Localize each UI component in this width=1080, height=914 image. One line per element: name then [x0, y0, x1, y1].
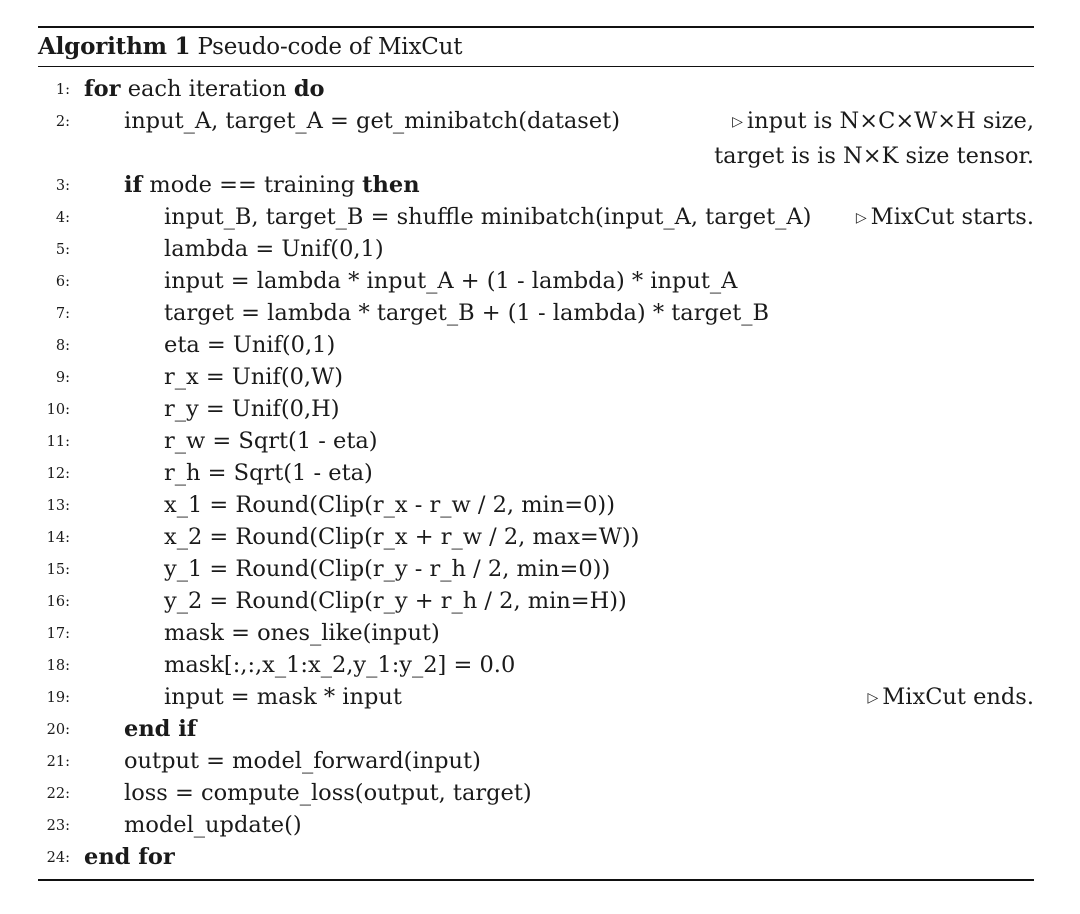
algorithm-line: [38, 265, 1034, 297]
algorithm-line: [38, 297, 1034, 329]
algorithm-caption: [38, 28, 1034, 66]
line-code: [164, 489, 615, 521]
keyword: if: [124, 172, 143, 198]
algorithm-line: [38, 329, 1034, 361]
code-text: input = mask * input: [164, 684, 402, 710]
code-text: r_w = Sqrt(1 - eta): [164, 428, 378, 454]
line-code: [164, 329, 335, 361]
code-text: r_h = Sqrt(1 - eta): [164, 460, 373, 486]
line-number: 24:: [46, 850, 70, 866]
algorithm-line: [38, 745, 1034, 777]
code-text: x_1 = Round(Clip(r_x - r_w / 2, min=0)): [164, 492, 615, 518]
code-text: r_x = Unif(0,W): [164, 364, 343, 390]
code-text: mode == training: [142, 172, 363, 198]
algorithm-line: [38, 393, 1034, 425]
code-text: r_y = Unif(0,H): [164, 396, 340, 422]
line-code: [164, 585, 627, 617]
code-text: x_2 = Round(Clip(r_x + r_w / 2, max=W)): [164, 524, 640, 550]
line-number: 1:: [55, 82, 70, 98]
comment-line: [867, 681, 1034, 716]
algorithm-line: [38, 809, 1034, 841]
line-number: 20:: [46, 722, 70, 738]
line-number: 6:: [55, 274, 70, 290]
line-code: [124, 713, 196, 745]
comment-triangle-icon: ▷: [732, 114, 743, 130]
line-code: [84, 841, 175, 873]
line-number: 16:: [46, 594, 70, 610]
line-number: 14:: [46, 530, 70, 546]
algorithm-line: [38, 617, 1034, 649]
algorithm-line: [38, 489, 1034, 521]
algorithm-label: Algorithm 1: [38, 33, 191, 60]
line-code: [84, 73, 325, 105]
line-code: [164, 521, 639, 553]
comment-triangle-icon: ▷: [867, 690, 879, 706]
code-text: target = lambda * target_B + (1 - lambda) * target_B: [164, 300, 770, 326]
line-number: 23:: [46, 818, 70, 834]
keyword: then: [362, 172, 420, 198]
code-text: y_1 = Round(Clip(r_y - r_h / 2, min=0)): [164, 556, 611, 582]
line-number: 8:: [55, 338, 70, 354]
line-number: 3:: [55, 178, 70, 194]
line-comment: [867, 681, 1034, 716]
code-text: mask = ones_like(input): [164, 620, 440, 646]
code-text: input_B, target_B = shuffle minibatch(input_A, target_A): [164, 204, 812, 230]
line-number: 13:: [46, 498, 70, 514]
line-number: 9:: [55, 370, 70, 386]
line-number: 4:: [55, 210, 70, 226]
algorithm-block: [38, 26, 1034, 881]
line-number: 2:: [55, 114, 70, 130]
line-number: 5:: [55, 242, 70, 258]
code-text: each iteration: [120, 76, 294, 102]
comment-line: [714, 140, 1034, 172]
algorithm-line: [38, 521, 1034, 553]
algorithm-line: [38, 777, 1034, 809]
code-text: input_A, target_A = get_minibatch(dataset): [124, 108, 620, 134]
line-code: [164, 681, 402, 713]
comment-triangle-icon: ▷: [855, 210, 867, 226]
line-code: [164, 233, 384, 265]
comment-text: target is is N×K size tensor.: [714, 143, 1034, 169]
code-text: lambda = Unif(0,1): [164, 236, 384, 262]
code-text: eta = Unif(0,1): [164, 332, 336, 358]
line-code: [124, 169, 420, 201]
line-number: 22:: [46, 786, 70, 802]
algorithm-line: [38, 425, 1034, 457]
code-text: model_update(): [124, 812, 302, 838]
line-number: 18:: [46, 658, 70, 674]
line-code: [164, 425, 378, 457]
line-comment: [856, 201, 1034, 236]
line-code: [164, 265, 737, 297]
line-code: [164, 297, 769, 329]
algorithm-lines: [38, 67, 1034, 873]
algorithm-line: [38, 649, 1034, 681]
algorithm-line: [38, 713, 1034, 745]
code-text: mask[:,:,x_1:x_2,y_1:y_2] = 0.0: [164, 652, 516, 678]
comment-text: MixCut starts.: [870, 204, 1034, 230]
code-text: y_2 = Round(Clip(r_y + r_h / 2, min=H)): [164, 588, 627, 614]
algorithm-line: [38, 681, 1034, 713]
line-number: 17:: [46, 626, 70, 642]
line-number: 11:: [46, 434, 70, 450]
algorithm-line: [38, 841, 1034, 873]
line-comment: [714, 105, 1034, 172]
line-number: 10:: [46, 402, 70, 418]
line-code: [164, 361, 343, 393]
line-number: 7:: [55, 306, 70, 322]
code-text: output = model_forward(input): [124, 748, 481, 774]
line-code: [164, 393, 340, 425]
algorithm-line: [38, 105, 1034, 169]
algorithm-line: [38, 169, 1034, 201]
comment-text: MixCut ends.: [882, 684, 1034, 710]
line-code: [124, 105, 620, 137]
line-number: 12:: [46, 466, 70, 482]
line-code: [164, 457, 373, 489]
comment-text: input is N×C×W×H size,: [746, 108, 1034, 134]
algorithm-line: [38, 457, 1034, 489]
algorithm-line: [38, 73, 1034, 105]
line-code: [124, 809, 302, 841]
bottom-rule: [38, 879, 1034, 881]
keyword: end for: [84, 844, 175, 870]
code-text: loss = compute_loss(output, target): [124, 780, 532, 806]
line-code: [164, 553, 610, 585]
line-code: [164, 617, 440, 649]
keyword: do: [293, 76, 325, 102]
comment-line: [714, 105, 1034, 140]
algorithm-line: [38, 201, 1034, 233]
algorithm-title: Pseudo-code of MixCut: [197, 34, 463, 60]
algorithm-line: [38, 361, 1034, 393]
code-text: input = lambda * input_A + (1 - lambda) * input_A: [164, 268, 738, 294]
line-code: [124, 777, 532, 809]
line-code: [164, 649, 515, 681]
algorithm-line: [38, 585, 1034, 617]
line-code: [124, 745, 481, 777]
line-number: 19:: [46, 690, 70, 706]
comment-line: [856, 201, 1034, 236]
line-number: 15:: [46, 562, 70, 578]
keyword: end if: [124, 716, 197, 742]
algorithm-line: [38, 553, 1034, 585]
line-code: [164, 201, 811, 233]
keyword: for: [84, 76, 121, 102]
algorithm-line: [38, 233, 1034, 265]
line-number: 21:: [46, 754, 70, 770]
